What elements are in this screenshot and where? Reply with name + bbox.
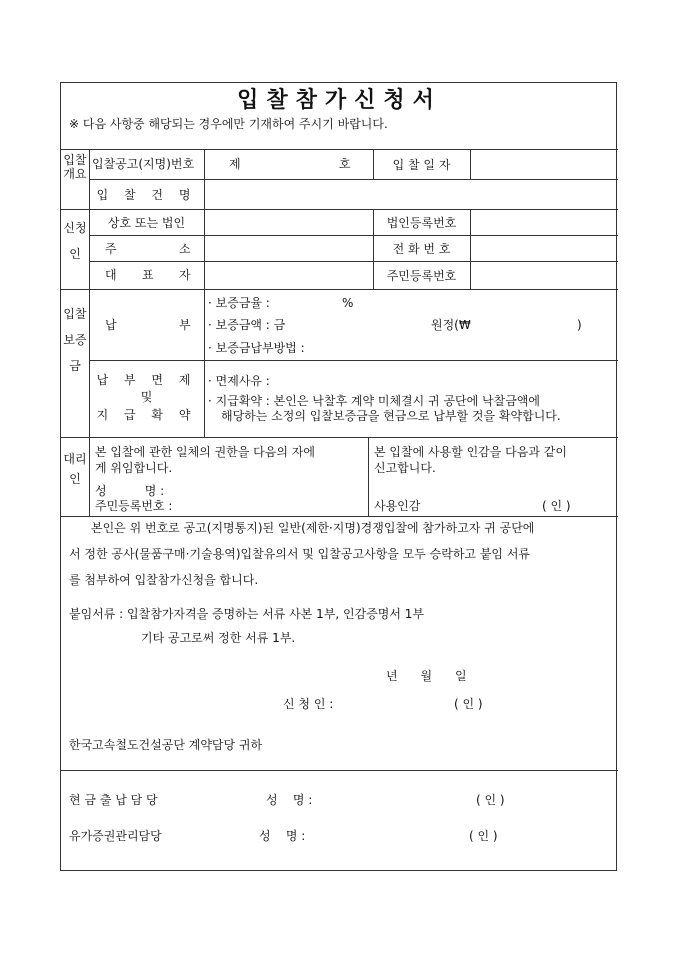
notice-number-prefix: 제 bbox=[229, 157, 241, 171]
section-label-agent: 대리인 bbox=[63, 452, 87, 486]
securities-officer-label: 유가증권관리담당 bbox=[69, 829, 162, 843]
section-label-applicant: 신청인 bbox=[63, 221, 87, 261]
phone-label: 전 화 번 호 bbox=[392, 241, 451, 256]
deposit-amount-won: 원정(₩ bbox=[431, 318, 471, 332]
application-paragraph: 를 첨부하여 입찰참가신청을 합니다. bbox=[69, 573, 259, 587]
exemption-reason: · 면제사유 : bbox=[208, 374, 270, 388]
address-label: 소 bbox=[179, 242, 191, 256]
resident-number-label: 주민등록번호 bbox=[386, 268, 457, 283]
divider bbox=[61, 289, 618, 290]
exemption-label: 및 bbox=[140, 389, 153, 404]
divider bbox=[61, 516, 618, 517]
deposit-amount-close: ) bbox=[577, 318, 582, 332]
section-label-overview: 입찰개요 bbox=[63, 153, 87, 181]
divider bbox=[89, 235, 618, 236]
divider bbox=[470, 209, 471, 289]
attachments: 기타 공고로써 정한 서류 1부. bbox=[141, 631, 296, 645]
applicant-signature-label: 신 청 인 : bbox=[283, 697, 334, 711]
divider bbox=[204, 149, 205, 437]
form-title: 입찰참가신청서 bbox=[237, 87, 442, 113]
divider bbox=[89, 360, 618, 361]
securities-officer-seal: ( 인 ) bbox=[469, 829, 498, 843]
bid-date-label: 입 찰 일 자 bbox=[392, 157, 451, 172]
application-paragraph: 서 정한 공사(물품구매·기술용역)입찰유의서 및 입찰공고사항을 모두 승락하고 붙임 서류 bbox=[69, 547, 531, 561]
form-notice: ※ 다음 사항중 해당되는 경우에만 기재하여 주시기 바랍니다. bbox=[69, 117, 388, 131]
divider bbox=[470, 149, 471, 179]
corp-reg-label: 법인등록번호 bbox=[386, 215, 457, 230]
seal-declaration: 본 입찰에 사용할 인감을 다음과 같이 bbox=[374, 445, 567, 459]
payment-pledge: · 지급확약 : 본인은 낙찰후 계약 미체결시 귀 공단에 낙찰금액에 bbox=[208, 394, 540, 408]
exemption-label: 납 부 면 제 bbox=[96, 372, 197, 387]
cash-officer-name: 성 명 : bbox=[266, 793, 313, 807]
divider bbox=[61, 149, 618, 150]
bid-application-form bbox=[60, 82, 617, 871]
seal-mark: ( 인 ) bbox=[542, 499, 571, 513]
representative-label: 대 bbox=[105, 268, 117, 282]
payment-label: 납 bbox=[105, 318, 117, 332]
bid-name-label: 입 찰 건 명 bbox=[96, 187, 197, 202]
deposit-rate-unit: % bbox=[342, 296, 354, 310]
notice-number-suffix: 호 bbox=[339, 157, 351, 171]
application-date: 년 월 일 bbox=[386, 669, 467, 683]
representative-label: 표 bbox=[142, 268, 154, 282]
agent-resident-label: 주민등록번호 : bbox=[95, 499, 173, 513]
cash-officer-seal: ( 인 ) bbox=[476, 793, 505, 807]
cash-officer-label: 현 금 출 납 담 당 bbox=[69, 793, 158, 807]
deposit-method: · 보증금납부방법 : bbox=[208, 341, 305, 355]
agent-name-label: 성 명 : bbox=[95, 484, 165, 498]
deposit-amount: · 보증금액 : 금 bbox=[208, 318, 286, 332]
notice-number-label: 입찰공고(지명)번호 bbox=[92, 157, 195, 171]
company-label: 상호 또는 법인 bbox=[107, 215, 186, 230]
application-paragraph: 본인은 위 번호로 공고(지명통지)된 일반(제한·지명)경쟁입찰에 참가하고자 귀 공단에 bbox=[91, 521, 535, 535]
exemption-label: 지 급 확 약 bbox=[96, 407, 197, 422]
representative-label: 자 bbox=[179, 268, 191, 282]
payment-label: 부 bbox=[179, 318, 191, 332]
divider bbox=[89, 261, 618, 262]
securities-officer-name: 성 명 : bbox=[259, 829, 306, 843]
deposit-rate: · 보증금율 : bbox=[208, 296, 270, 310]
divider bbox=[61, 770, 618, 771]
applicant-seal: ( 인 ) bbox=[454, 697, 483, 711]
attachments: 붙임서류 : 입찰참가자격을 증명하는 서류 사본 1부, 인감증명서 1부 bbox=[69, 607, 425, 621]
divider bbox=[368, 437, 369, 516]
delegation-text: 본 입찰에 관한 일체의 권한을 다음의 자에 bbox=[95, 445, 315, 459]
addressee: 한국고속철도건설공단 계약담당 귀하 bbox=[69, 738, 263, 752]
divider bbox=[61, 437, 618, 438]
payment-pledge: 해당하는 소정의 입찰보증금을 현금으로 납부할 것을 확약합니다. bbox=[221, 409, 561, 423]
section-label-deposit: 입찰보증금 bbox=[63, 307, 87, 373]
seal-declaration: 신고합니다. bbox=[374, 461, 436, 475]
address-label: 주 bbox=[105, 242, 117, 256]
delegation-text: 게 위임합니다. bbox=[95, 461, 173, 475]
seal-label: 사용인감 bbox=[374, 499, 421, 513]
